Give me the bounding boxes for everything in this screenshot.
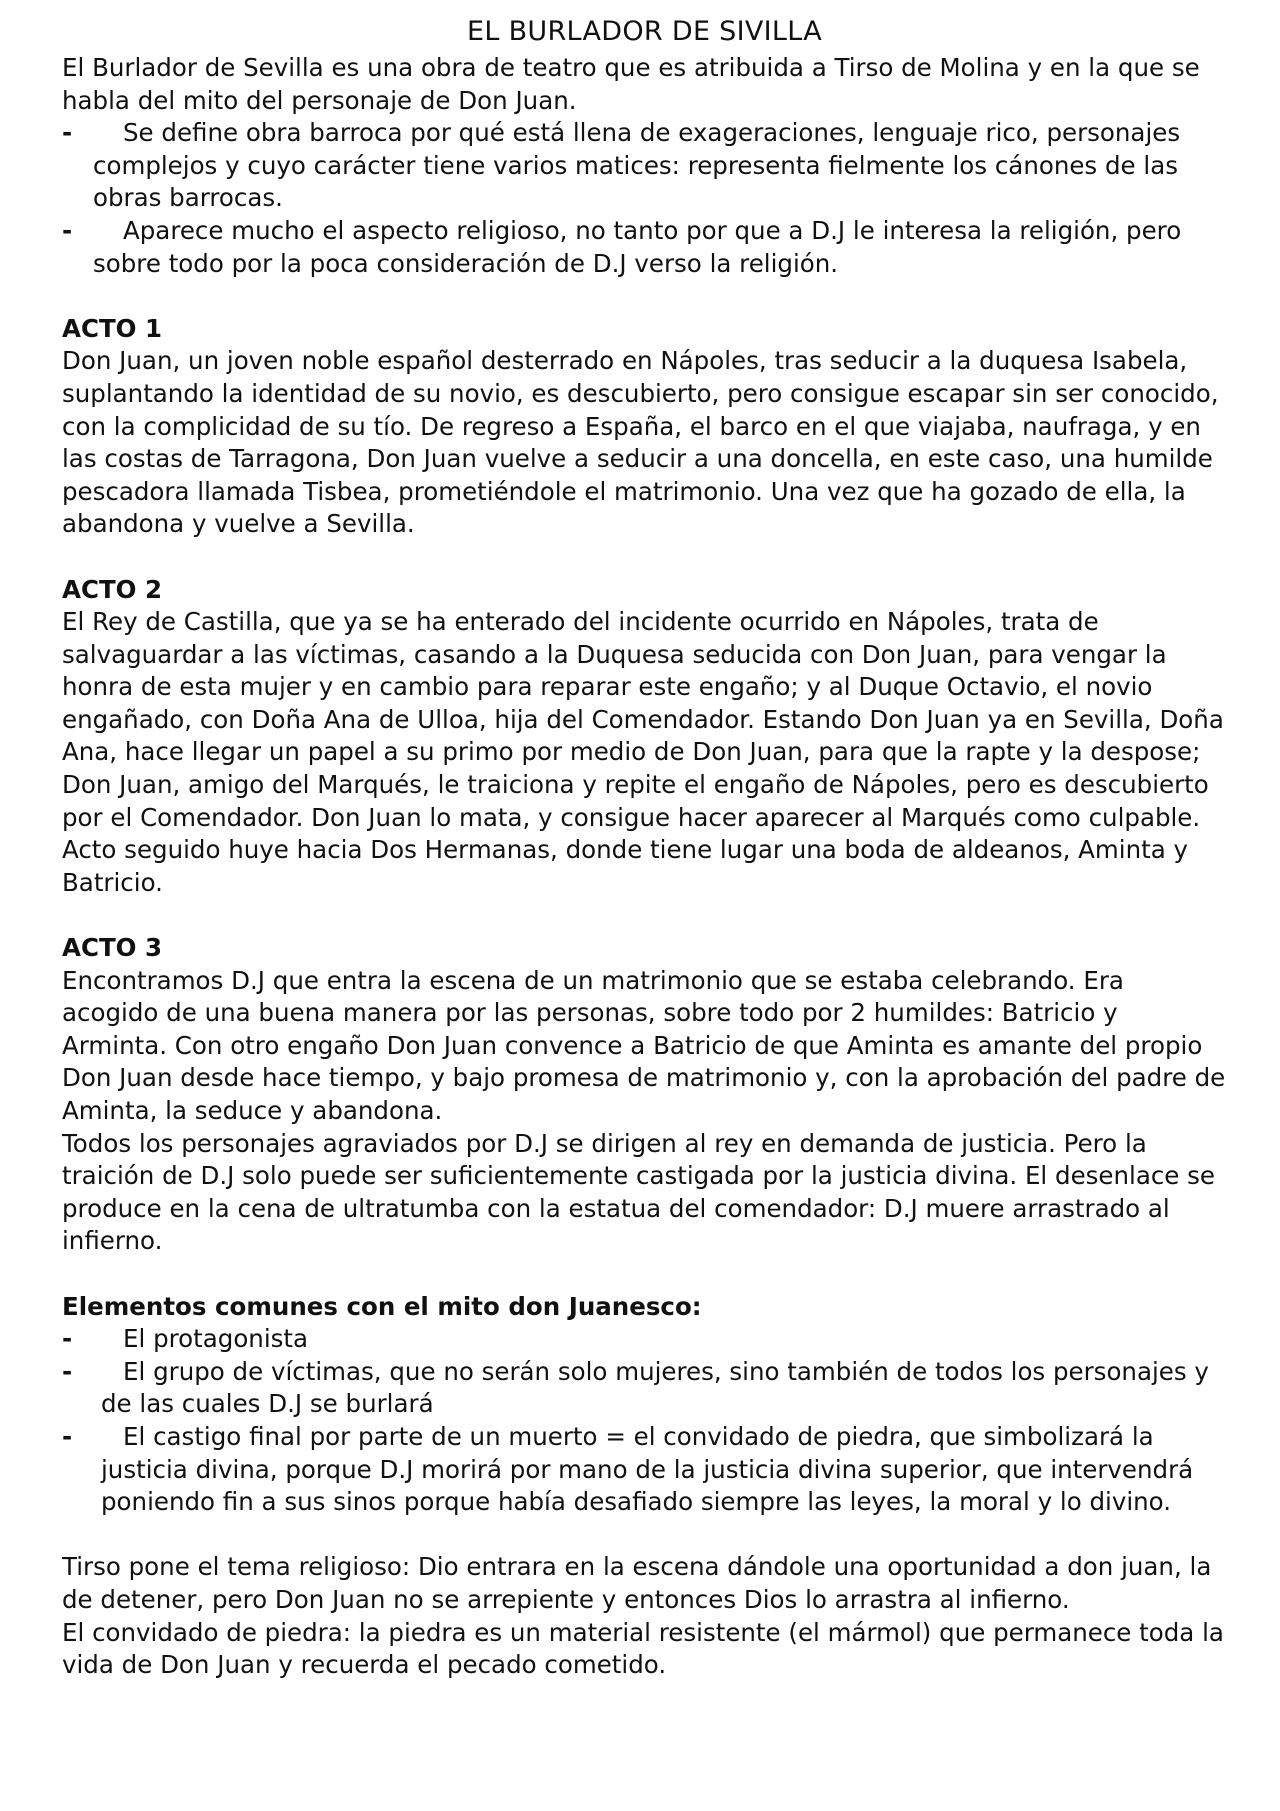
bullet-marker: - <box>62 118 73 148</box>
elementos-heading: Elementos comunes con el mito don Juanesco: <box>62 1291 702 1321</box>
list-item <box>62 1421 1227 1519</box>
list-item-text: El castigo final por parte de un muerto = el convidado de piedra, que simbolizará la justicia divina, porque D.J morirá por mano de la justicia divina superior, que intervendrá poniendo fin a sus sinos porque había desafiado siempre las leyes, la moral y lo divino. <box>101 1421 1194 1517</box>
intro-bullet-list <box>62 117 1227 280</box>
acto1-paragraph: Don Juan, un joven noble español desterrado en Nápoles, tras seducir a la duquesa Isabela, suplantando la identidad de su novio, es descubierto, pero consigue escapar sin ser conocido, con la complicidad de su tío. De regreso a España, el barco en el que viajaba, naufraga, y en las costas de Tarragona, Don Juan vuelve a seducir a una doncella, en este caso, una humilde pescadora llamada Tisbea, prometiéndole el matrimonio. Una vez que ha gozado de ella, la abandona y vuelve a Sevilla. <box>62 346 1219 539</box>
bullet-marker: - <box>62 1324 73 1354</box>
list-item <box>62 1356 1227 1421</box>
spacer <box>62 280 1227 313</box>
spacer <box>62 1519 1227 1552</box>
closing-paragraph-2: El convidado de piedra: la piedra es un material resistente (el mármol) que permanece toda la vida de Don Juan y recuerda el pecado cometido. <box>62 1617 1224 1680</box>
bullet-marker: - <box>62 1421 73 1451</box>
list-item <box>62 1323 1227 1356</box>
bullet-marker: - <box>62 1356 73 1386</box>
document-title: EL BURLADOR DE SIVILLA <box>467 16 822 47</box>
list-item <box>62 117 1227 215</box>
spacer <box>62 1258 1227 1291</box>
acto1-heading: ACTO 1 <box>62 313 163 343</box>
list-item-text: El grupo de víctimas, que no serán solo mujeres, sino también de todos los personajes y de las cuales D.J se burlará <box>101 1356 1209 1419</box>
list-item-text: El protagonista <box>123 1324 309 1354</box>
elementos-bullet-list <box>62 1323 1227 1519</box>
acto3-paragraph-2: Todos los personajes agraviados por D.J se dirigen al rey en demanda de justicia. Pero la traición de D.J solo puede ser suficientemente castigada por la justicia divina. El desenlace se produce en la cena de ultratumba con la estatua del comendador: D.J muere arrastrado al infierno. <box>62 1128 1215 1256</box>
spacer <box>62 899 1227 932</box>
list-item-text: Aparece mucho el aspecto religioso, no tanto por que a D.J le interesa la religión, pero sobre todo por la poca consideración de D.J verso la religión. <box>93 215 1182 278</box>
acto3-paragraph-1: Encontramos D.J que entra la escena de un matrimonio que se estaba celebrando. Era acogido de una buena manera por las personas, sobre todo por 2 humildes: Batricio y Arminta. Con otro engaño Don Juan convence a Batricio de que Aminta es amante del propio Don Juan desde hace tiempo, y bajo promesa de matrimonio y, con la aprobación del padre de Aminta, la seduce y abandona. <box>62 965 1226 1125</box>
acto3-heading: ACTO 3 <box>62 933 163 963</box>
bullet-marker: - <box>62 215 73 245</box>
spacer <box>62 541 1227 574</box>
list-item <box>62 215 1227 280</box>
acto2-heading: ACTO 2 <box>62 574 163 604</box>
document-page <box>62 12 1227 1682</box>
acto2-paragraph: El Rey de Castilla, que ya se ha enterado del incidente ocurrido en Nápoles, trata de salvaguardar a las víctimas, casando a la Duquesa seducida con Don Juan, para vengar la honra de esta mujer y en cambio para reparar este engaño; y al Duque Octavio, el novio engañado, con Doña Ana de Ulloa, hija del Comendador. Estando Don Juan ya en Sevilla, Doña Ana, hace llegar un papel a su primo por medio de Don Juan, para que la rapte y la despose; Don Juan, amigo del Marqués, le traiciona y repite el engaño de Nápoles, pero es descubierto por el Comendador. Don Juan lo mata, y consigue hacer aparecer al Marqués como culpable. Acto seguido huye hacia Dos Hermanas, donde tiene lugar una boda de aldeanos, Aminta y Batricio. <box>62 607 1224 897</box>
list-item-text: Se define obra barroca por qué está llena de exageraciones, lenguaje rico, personajes complejos y cuyo carácter tiene varios matices: representa fielmente los cánones de las obras barrocas. <box>93 118 1181 213</box>
closing-paragraph-1: Tirso pone el tema religioso: Dio entrara en la escena dándole una oportunidad a don juan, la de detener, pero Don Juan no se arrepiente y entonces Dios lo arrastra al infierno. <box>62 1552 1212 1614</box>
intro-paragraph: El Burlador de Sevilla es una obra de teatro que es atribuida a Tirso de Molina y en la que se habla del mito del personaje de Don Juan. <box>62 53 1200 115</box>
